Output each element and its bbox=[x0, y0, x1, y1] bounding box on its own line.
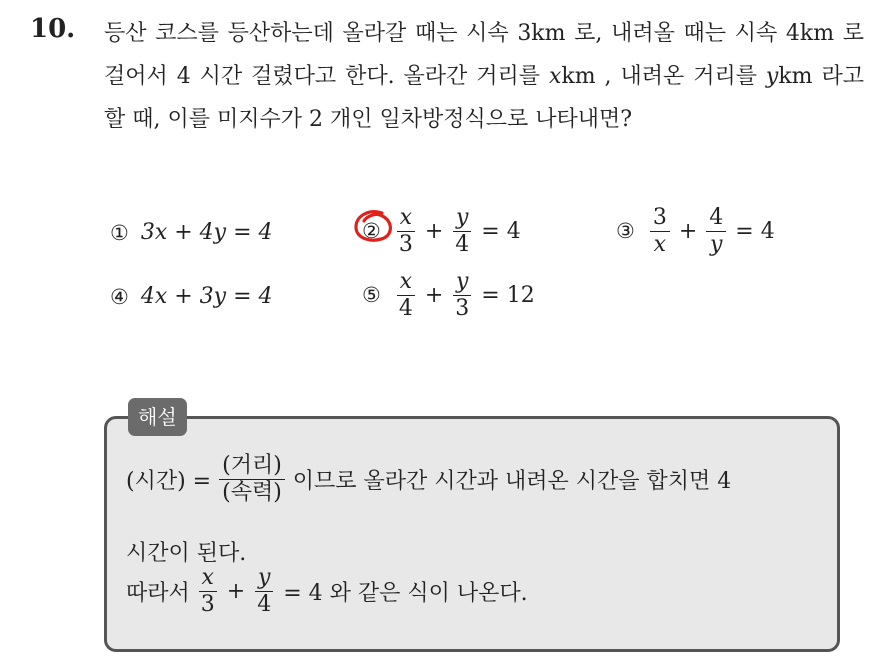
answer-circle-mark bbox=[352, 209, 398, 245]
solution-line-1 bbox=[126, 454, 731, 505]
solution-line-3-prefix: 따라서 bbox=[126, 580, 190, 606]
choice-1-expression: 3x + 4y = 4 bbox=[140, 220, 273, 245]
solution-line-2: 시간이 된다. bbox=[126, 541, 247, 566]
solution-line-3-suffix: = 4 와 같은 식이 나온다. bbox=[283, 580, 528, 606]
choice-4[interactable] bbox=[110, 284, 273, 309]
solution-tag: 해설 bbox=[128, 398, 187, 436]
choice-4-expression: 4x + 3y = 4 bbox=[140, 284, 273, 309]
plus-sign: + bbox=[226, 578, 246, 604]
choice-5[interactable] bbox=[362, 270, 541, 321]
choice-3-rhs: = 4 bbox=[735, 218, 775, 244]
choice-2-number: ② bbox=[362, 219, 381, 244]
choice-1[interactable] bbox=[110, 220, 273, 245]
question-number: 10. bbox=[30, 14, 76, 44]
choice-3-fraction-1: $\frac{3}{x}$ bbox=[650, 206, 670, 257]
choice-2-fraction-1: $\frac{x}{3}$ bbox=[396, 206, 416, 257]
solution-line-3 bbox=[126, 566, 534, 617]
solution-lhs: (시간) = bbox=[126, 468, 212, 494]
question-text: 등산 코스를 등산하는데 올라갈 때는 시속 3km 로, 내려올 때는 시속 4km 로 걸어서 4 시간 걸렸다고 한다. 올라간 거리를 xkm , 내려온 거리를 ykm 라고 할 때, 이를 미지수가 2 개인 일차방정식으로 나타내면? bbox=[104, 21, 864, 132]
solution-time-fraction: $\frac{\text{(거리)}}{\text{(속력)}}$ bbox=[219, 454, 285, 505]
solution-fraction-2: $\frac{y}{4}$ bbox=[254, 566, 274, 617]
choice-5-number: ⑤ bbox=[362, 283, 381, 308]
choice-5-rhs: = 12 bbox=[481, 282, 535, 308]
choice-2-fraction-2: $\frac{y}{4}$ bbox=[452, 206, 472, 257]
var-y: y bbox=[765, 64, 779, 89]
choice-2-rhs: = 4 bbox=[481, 218, 521, 244]
plus-sign: + bbox=[424, 282, 444, 308]
var-x: x bbox=[548, 64, 562, 89]
choice-3-fraction-2: $\frac{4}{y}$ bbox=[706, 206, 726, 257]
choice-3[interactable] bbox=[616, 206, 781, 257]
solution-line-1-text: 이므로 올라간 시간과 내려온 시간을 합치면 4 bbox=[292, 468, 732, 494]
answer-circle-stroke bbox=[356, 212, 390, 240]
choice-4-number: ④ bbox=[110, 284, 129, 309]
choice-5-fraction-2: $\frac{y}{3}$ bbox=[452, 270, 472, 321]
plus-sign: + bbox=[678, 218, 698, 244]
choice-1-number: ① bbox=[110, 220, 129, 245]
plus-sign: + bbox=[424, 218, 444, 244]
choice-3-number: ③ bbox=[616, 219, 635, 244]
solution-fraction-1: $\frac{x}{3}$ bbox=[198, 566, 218, 617]
choice-5-fraction-1: $\frac{x}{4}$ bbox=[396, 270, 416, 321]
